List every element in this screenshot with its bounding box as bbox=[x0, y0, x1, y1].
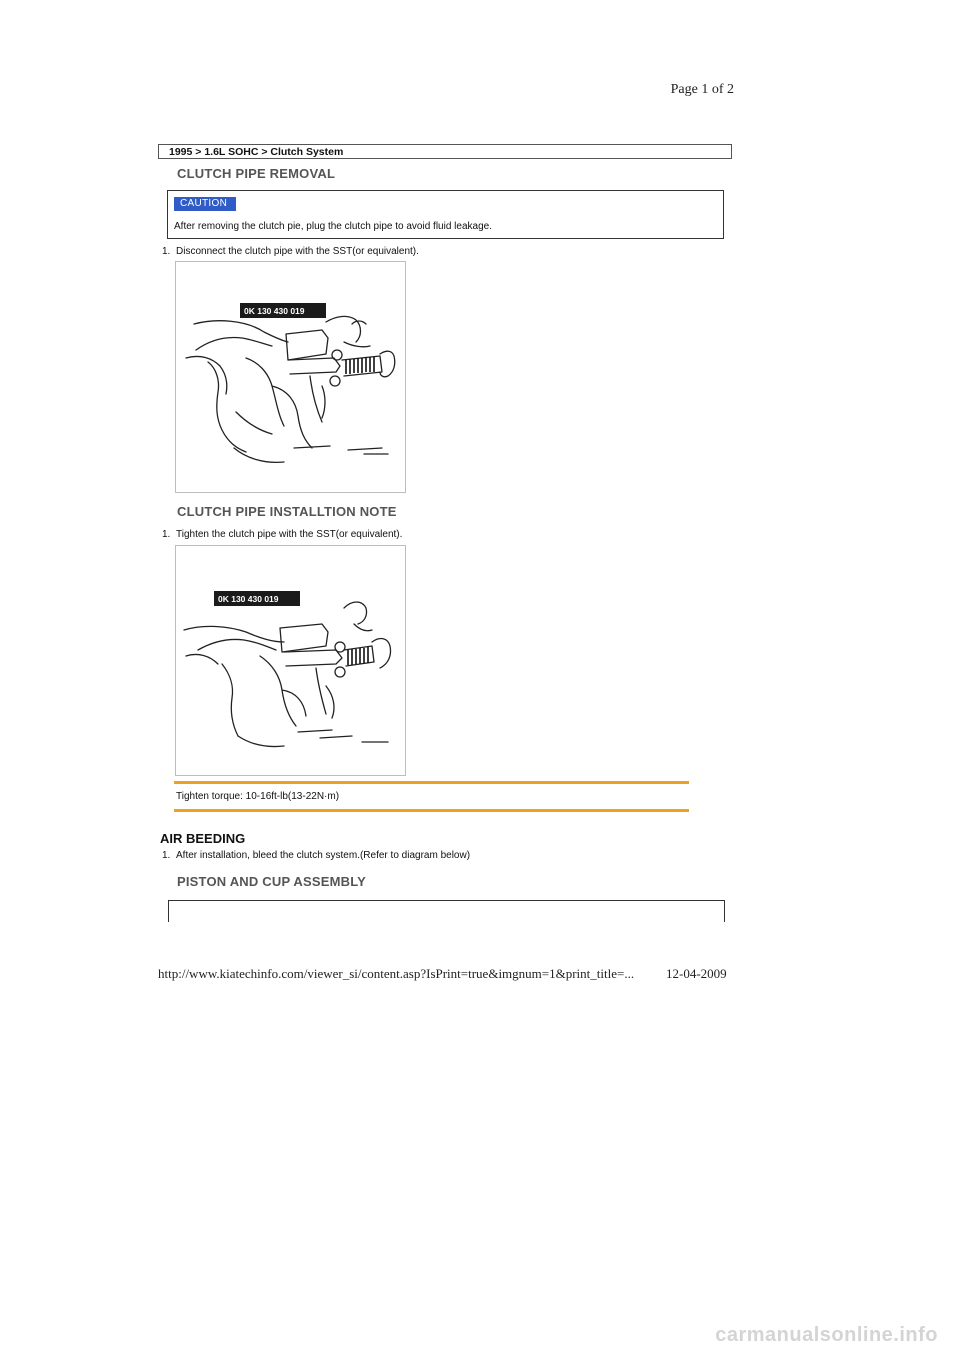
removal-step bbox=[162, 246, 419, 257]
step-number: 1. bbox=[162, 529, 171, 540]
piston-diagram-frame bbox=[168, 900, 725, 922]
footer-url: http://www.kiatechinfo.com/viewer_si/content.asp?IsPrint=true&imgnum=1&print_title=... bbox=[158, 966, 635, 981]
step-text: After installation, bleed the clutch system.(Refer to diagram below) bbox=[176, 850, 471, 861]
section-title-install: CLUTCH PIPE INSTALLTION NOTE bbox=[177, 504, 397, 519]
caution-badge: CAUTION bbox=[174, 197, 236, 211]
sst-tag-label: 0K 130 430 019 bbox=[244, 306, 305, 316]
caution-box bbox=[167, 190, 724, 239]
step-text: Disconnect the clutch pipe with the SST(or equivalent). bbox=[176, 246, 419, 257]
clutch-pipe-install-illustration bbox=[176, 546, 405, 775]
install-step bbox=[162, 529, 402, 540]
page-number: Page 1 of 2 bbox=[670, 82, 734, 97]
clutch-pipe-removal-illustration bbox=[176, 262, 405, 492]
removal-figure bbox=[175, 261, 406, 493]
section-title-removal: CLUTCH PIPE REMOVAL bbox=[177, 166, 336, 181]
step-text: Tighten the clutch pipe with the SST(or equivalent). bbox=[176, 529, 403, 540]
watermark-text: carmanualsonline.info bbox=[715, 1324, 938, 1346]
section-title-piston: PISTON AND CUP ASSEMBLY bbox=[177, 874, 367, 889]
air-step bbox=[162, 850, 470, 861]
torque-note: Tighten torque: 10-16ft-lb(13-22N·m) bbox=[176, 791, 340, 802]
note-rule-bottom bbox=[174, 809, 689, 812]
breadcrumb: 1995 > 1.6L SOHC > Clutch System bbox=[158, 144, 732, 159]
install-figure bbox=[175, 545, 406, 776]
step-number: 1. bbox=[162, 850, 171, 861]
section-title-air-bleeding: AIR BEEDING bbox=[160, 831, 246, 846]
step-number: 1. bbox=[162, 246, 171, 257]
watermark bbox=[0, 1324, 960, 1347]
footer-date: 12-04-2009 bbox=[666, 966, 727, 981]
caution-text: After removing the clutch pie, plug the clutch pipe to avoid fluid leakage. bbox=[174, 221, 492, 232]
sst-tag-label: 0K 130 430 019 bbox=[218, 594, 279, 604]
note-rule-top bbox=[174, 781, 689, 784]
